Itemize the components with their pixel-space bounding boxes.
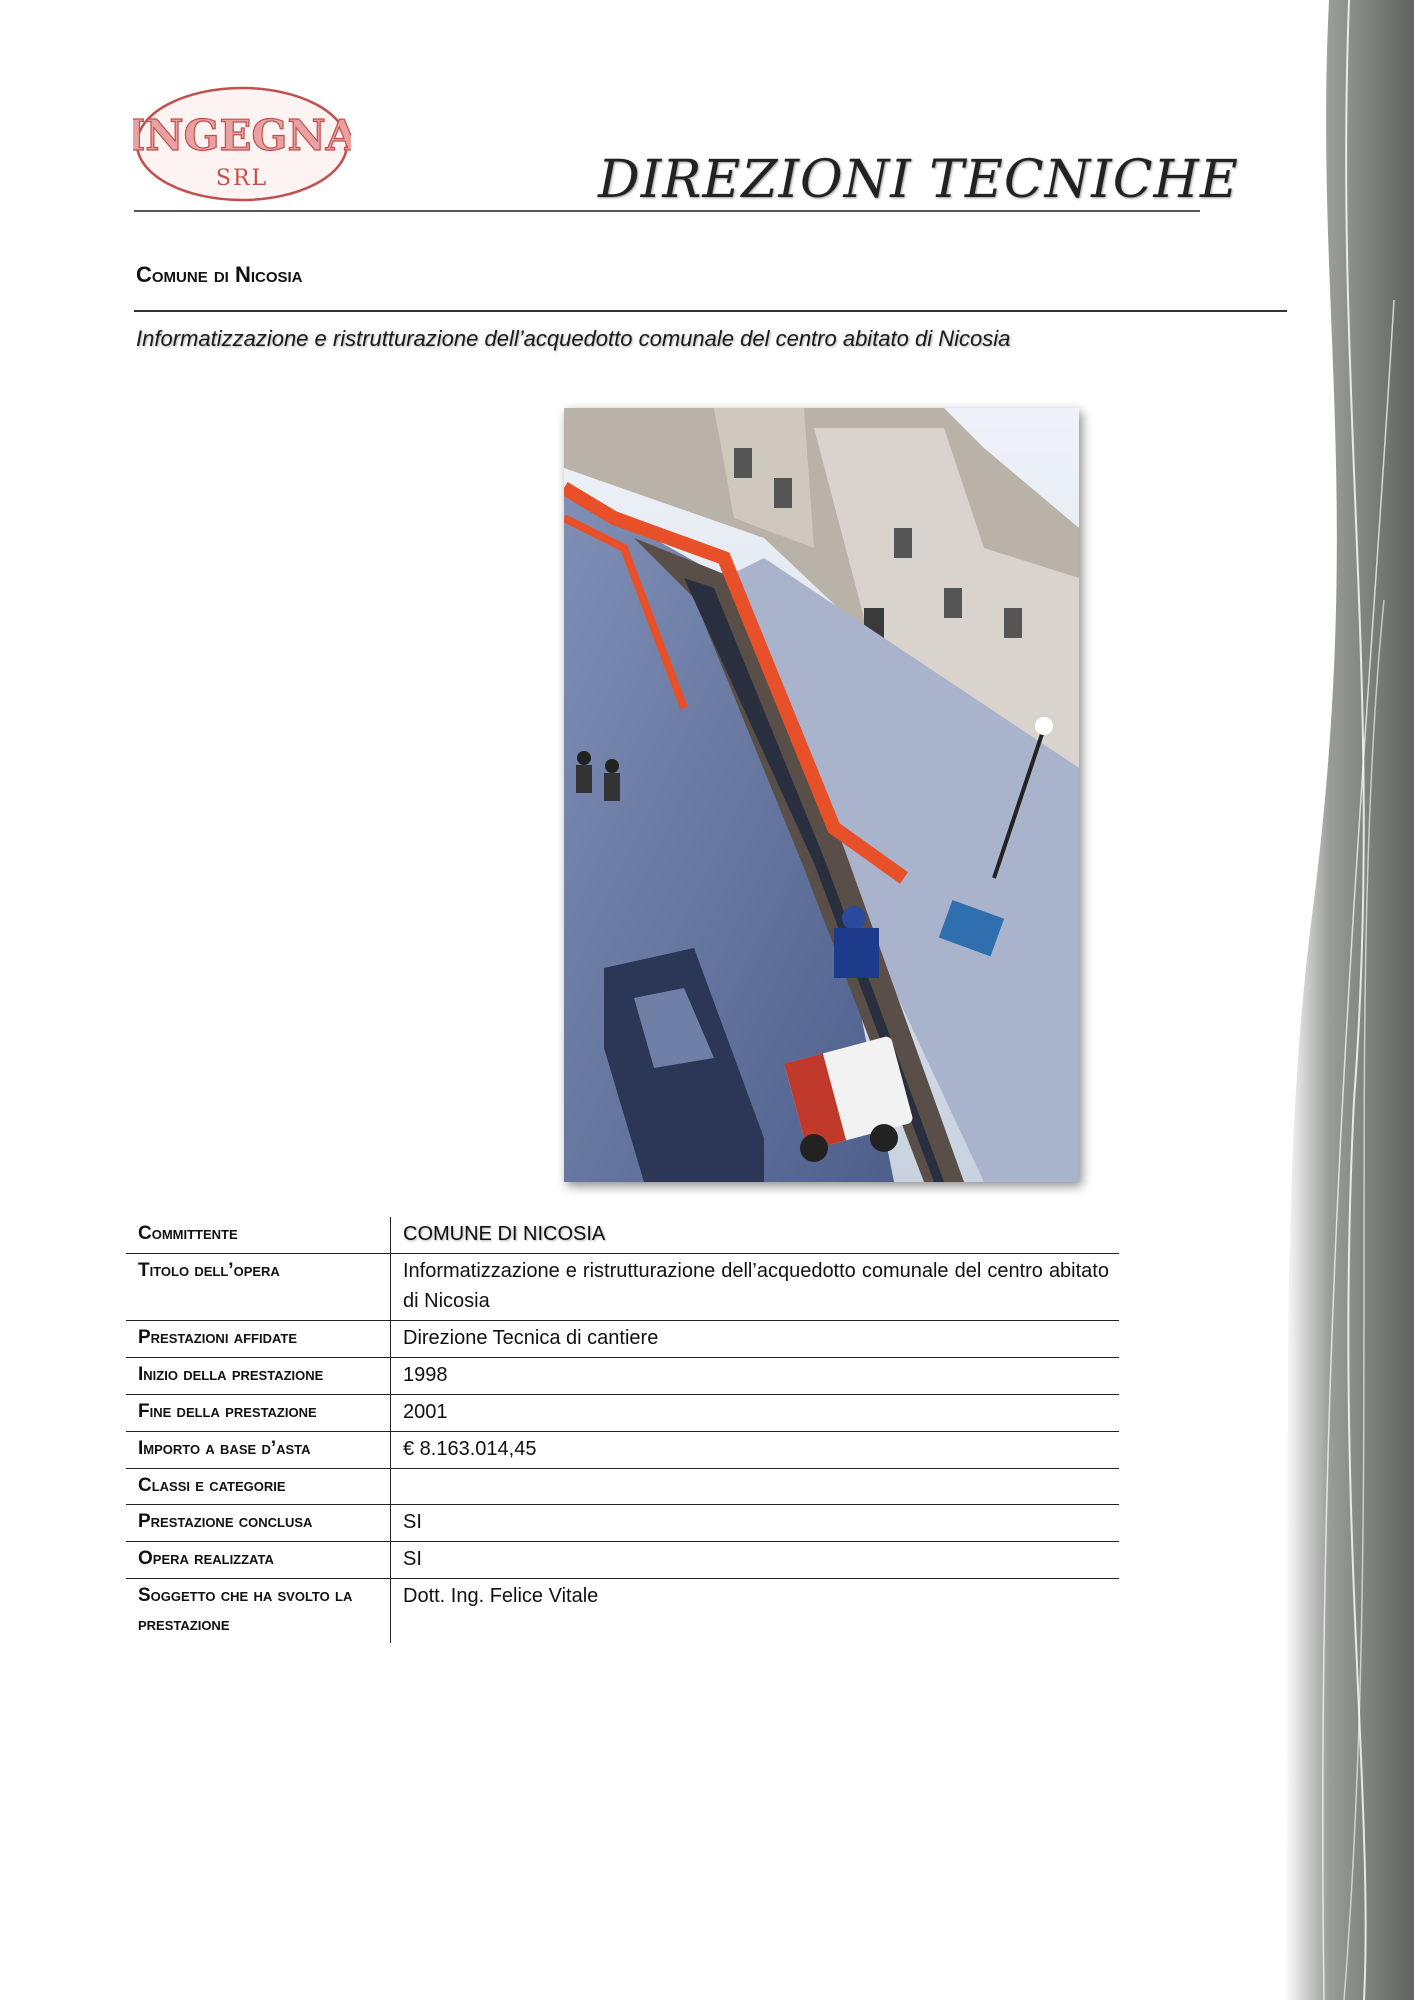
row-label-committente: Committente [126,1217,391,1254]
company-logo [133,84,351,204]
section-heading: Comune di Nicosia [136,262,303,287]
table-row [126,1432,1119,1469]
row-value-committente: COMUNE DI NICOSIA [403,1223,606,1245]
row-label-prestazioni: Prestazioni affidate [126,1321,391,1358]
table-row [126,1217,1119,1254]
row-value-titolo: Informatizzazione e ristrutturazione dell’acquedotto comunale del centro abitato di Nicosia [403,1260,1109,1312]
logo-suffix: SRL [215,166,269,191]
table-row [126,1395,1119,1432]
row-label-fine: Fine della prestazione [126,1395,391,1432]
row-label-importo: Importo a base d’asta [126,1432,391,1469]
decorative-side-band [1254,0,1414,2000]
row-value-importo: € 8.163.014,45 [403,1438,537,1460]
row-label-titolo: Titolo dell’opera [126,1254,391,1321]
table-row [126,1542,1119,1579]
table-row [126,1469,1119,1505]
section-divider [134,310,1287,312]
row-value-conclusa: SI [403,1511,422,1533]
table-row [126,1254,1119,1321]
row-value-prestazioni: Direzione Tecnica di cantiere [403,1327,659,1349]
row-value-soggetto: Dott. Ing. Felice Vitale [403,1585,599,1607]
row-label-classi: Classi e categorie [126,1469,391,1505]
page-title: DIREZIONI TECNICHE [598,150,1239,210]
table-row [126,1505,1119,1542]
header-divider [134,210,1200,212]
table-row [126,1579,1119,1644]
row-value-fine: 2001 [403,1401,448,1423]
row-label-conclusa: Prestazione conclusa [126,1505,391,1542]
project-info-table [126,1217,1119,1643]
row-label-soggetto: Soggetto che ha svolto la prestazione [126,1579,391,1644]
row-label-realizzata: Opera realizzata [126,1542,391,1579]
row-label-inizio: Inizio della prestazione [126,1358,391,1395]
row-value-realizzata: SI [403,1548,422,1570]
table-row [126,1321,1119,1358]
row-value-inizio: 1998 [403,1364,448,1386]
logo-name: INGEGNA [133,111,351,160]
table-row [126,1358,1119,1395]
project-subtitle: Informatizzazione e ristrutturazione dell’acquedotto comunale del centro abitato di Nicosia [136,326,1011,351]
construction-site-photo [564,408,1079,1182]
row-value-classi [391,1469,1120,1505]
